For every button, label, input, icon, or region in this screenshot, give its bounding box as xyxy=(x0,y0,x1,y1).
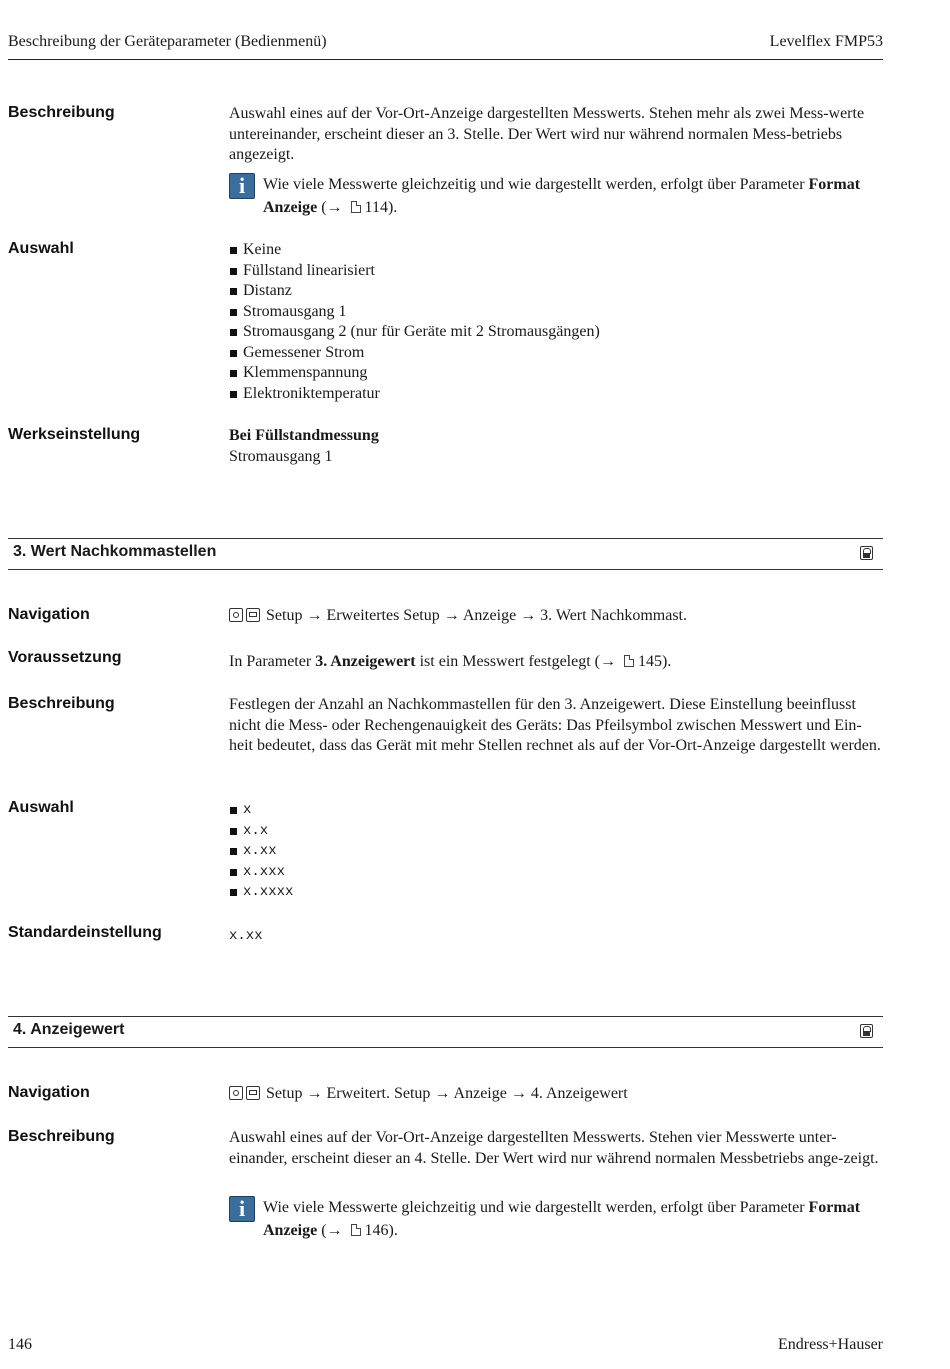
auswahl-list xyxy=(229,800,884,903)
section-header-4-anzeigewert xyxy=(8,1016,883,1048)
note-param-link[interactable]: Format Anzeige xyxy=(263,1199,861,1239)
list-item: x xyxy=(229,800,884,821)
section-title: 4. Anzeigewert xyxy=(13,1021,125,1038)
voraussetzung-label: Voraussetzung xyxy=(8,649,122,666)
navigation-path xyxy=(229,1084,884,1107)
list-item: Distanz xyxy=(229,281,884,302)
running-header-right: Levelflex FMP53 xyxy=(769,33,883,50)
note-text-post: ). xyxy=(388,1222,398,1239)
beschreibung-text: Festlegen der Anzahl an Nachkommastellen für den 3. Anzeigewert. Diese Einstellung beeinflusst nicht die Mess- oder Rechengenauigkeit des Geräts: Das Pfeilsymbol zwischen Messwert und Ein-heit bedeutet, dass das Gerät mit mehr Stellen rechnet als auf der Vor-Ort-Anzeige dargestellt werden. xyxy=(229,696,881,754)
list-item: x.xxxx xyxy=(229,882,884,903)
auswahl-label: Auswahl xyxy=(8,240,74,257)
voraussetzung-post: ). xyxy=(662,653,672,670)
nav-icons xyxy=(229,608,260,629)
list-item: Elektroniktemperatur xyxy=(229,384,884,405)
note-text-post: ). xyxy=(387,199,398,216)
running-header-left: Beschreibung der Geräteparameter (Bedienmenü) xyxy=(8,33,327,50)
voraussetzung-param-link[interactable]: 3. Anzeigewert xyxy=(315,653,416,670)
info-note xyxy=(229,173,884,219)
page-reference-icon xyxy=(351,201,361,213)
werkseinstellung-default: Stromausgang 1 xyxy=(229,447,333,465)
voraussetzung-arrow: ist ein Messwert festgelegt (→ xyxy=(415,653,620,670)
footer-brand: Endress+Hauser xyxy=(778,1336,883,1353)
werkseinstellung-value xyxy=(229,426,884,467)
navigation-label: Navigation xyxy=(8,1084,90,1101)
voraussetzung-pre: In Parameter xyxy=(229,653,316,670)
note-page-ref[interactable]: 114 xyxy=(364,199,388,216)
beschreibung-label: Beschreibung xyxy=(8,1128,115,1145)
list-item: Stromausgang 1 xyxy=(229,302,884,323)
list-item: Keine xyxy=(229,240,884,261)
werkseinstellung-condition: Bei Füllstandmessung xyxy=(229,427,379,444)
lock-icon xyxy=(860,546,873,560)
werkseinstellung-label: Werkseinstellung xyxy=(8,426,141,443)
section-header-3-wert-nachkommastellen xyxy=(8,538,883,570)
navigation-label: Navigation xyxy=(8,606,90,623)
list-item: x.xx xyxy=(229,841,884,862)
auswahl-label: Auswahl xyxy=(8,799,74,816)
info-icon: i xyxy=(229,173,255,199)
note-text-pre: Wie viele Messwerte gleichzeitig und wie dargestellt werden, erfolgt über Parameter xyxy=(263,1199,809,1216)
info-icon: i xyxy=(229,1196,255,1222)
display-icon xyxy=(246,608,260,622)
standardeinstellung-label: Standardeinstellung xyxy=(8,924,162,941)
note-text-pre: Wie viele Messwerte gleichzeitig und wie dargestellt werden, erfolgt über Parameter xyxy=(263,176,809,193)
info-note-text xyxy=(263,173,884,219)
list-item: Füllstand linearisiert xyxy=(229,261,884,282)
nav-path-text: Setup → Erweitert. Setup → Anzeige → 4. Anzeigewert xyxy=(266,1085,628,1102)
list-item: Gemessener Strom xyxy=(229,343,884,364)
operating-keys-icon xyxy=(229,608,243,622)
note-text-arrow: (→ xyxy=(317,199,347,216)
nav-path-text: Setup → Erweitertes Setup → Anzeige → 3. Wert Nachkommast. xyxy=(266,607,687,624)
header-rule xyxy=(8,59,883,60)
beschreibung-text: Auswahl eines auf der Vor-Ort-Anzeige dargestellten Messwerts. Stehen vier Messwerte unter-einander, erscheint dieser an 4. Stelle. Der Wert wird nur während normalen Messbetriebs ange-zeigt. xyxy=(229,1129,879,1167)
beschreibung-label: Beschreibung xyxy=(8,104,115,121)
note-page-ref[interactable]: 146 xyxy=(364,1222,389,1239)
list-item: x.x xyxy=(229,821,884,842)
info-note xyxy=(229,1196,884,1242)
list-item: Klemmenspannung xyxy=(229,363,884,384)
info-note-text xyxy=(263,1196,884,1242)
auswahl-list xyxy=(229,240,884,404)
voraussetzung-page-ref[interactable]: 145 xyxy=(638,653,662,670)
note-text-arrow: (→ xyxy=(317,1222,347,1239)
list-item: Stromausgang 2 (nur für Geräte mit 2 Stromausgängen) xyxy=(229,322,884,343)
beschreibung-text: Auswahl eines auf der Vor-Ort-Anzeige dargestellten Messwerts. Stehen mehr als zwei Mess-werte untereinander, erscheint dieser an 3. Stelle. Der Wert wird nur während normalen Mess-betriebs angezeigt. xyxy=(229,105,865,163)
section-title: 3. Wert Nachkommastellen xyxy=(13,543,217,560)
display-icon xyxy=(246,1086,260,1100)
beschreibung-label: Beschreibung xyxy=(8,695,115,712)
standardeinstellung-value: x.xx xyxy=(229,928,263,944)
page-reference-icon xyxy=(624,655,634,667)
note-param-link[interactable]: Format Anzeige xyxy=(263,176,861,216)
page-number: 146 xyxy=(8,1336,32,1353)
operating-keys-icon xyxy=(229,1086,243,1100)
lock-icon xyxy=(860,1024,873,1038)
navigation-path xyxy=(229,606,884,629)
nav-icons xyxy=(229,1086,260,1107)
page-reference-icon xyxy=(351,1224,361,1236)
voraussetzung-text xyxy=(229,652,884,673)
list-item: x.xxx xyxy=(229,862,884,883)
